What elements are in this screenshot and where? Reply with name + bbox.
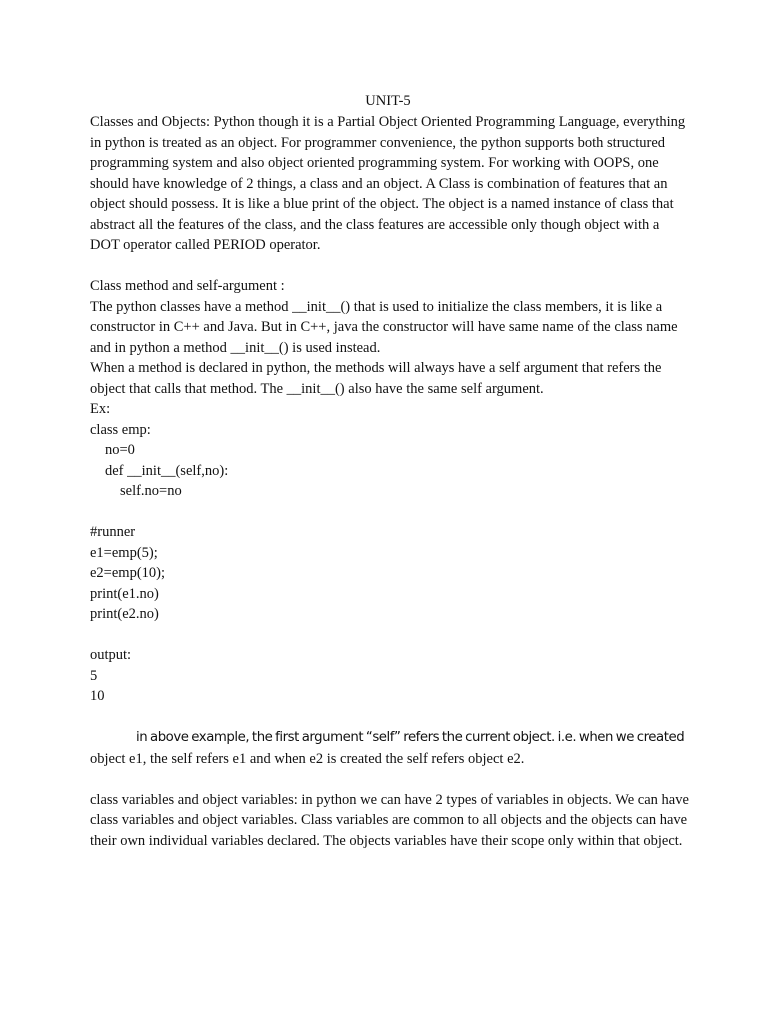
paragraph-spacer <box>90 769 690 790</box>
code-line: self.no=no <box>120 483 182 499</box>
class-variables-paragraph: class variables and object variables: in python we can have 2 types of variables in objects. We can have class variables and object variables. Class variables are common to all objects and the objects can have their own individual variables declared. The objects variables have their scope only within that object. <box>90 791 689 849</box>
class-method-heading: Class method and self-argument : <box>90 278 285 294</box>
code-line: print(e1.no) <box>90 585 159 602</box>
code-line: e1=emp(5); <box>90 544 158 561</box>
example-label: Ex: <box>90 401 111 417</box>
classes-objects-paragraph: Classes and Objects: Python though it is a Partial Object Oriented Programming Language, everything in python is treated as an object. For programmer convenience, the python supports both structured programming system and also object oriented programming system. For working with OOPS, one should have knowledge of 2 things, a class and an object. A Class is combination of features that an object should possess. It is like a blue print of the object. The object is a named instance of class that abstract all the features of the class, and the class features are accessible only though object with a DOT operator called PERIOD operator. <box>90 114 686 253</box>
output-label: output: <box>90 647 132 663</box>
explanation-line-1 <box>90 727 690 749</box>
explanation-text: in above example, the first argument “self” refers the current object. i.e. when we created <box>136 730 685 745</box>
output-block <box>90 645 690 707</box>
self-argument-paragraph: When a method is declared in python, the methods will always have a self argument that refers the object that calls that method. The __init__() also have the same self argument. <box>90 360 662 397</box>
code-class-definition <box>90 420 690 502</box>
paragraph-spacer <box>90 625 690 646</box>
init-method-paragraph: The python classes have a method __init__() that is used to initialize the class members, it is like a constructor in C++ and Java. But in C++, java the constructor will have same name of the class name and in python a method __init__() is used instead. <box>90 298 678 356</box>
paragraph-spacer <box>90 502 690 523</box>
code-line: def __init__(self,no): <box>105 462 229 479</box>
document-body <box>90 112 690 851</box>
code-line: #runner <box>90 524 136 540</box>
paragraph-spacer <box>90 256 690 277</box>
code-line: no=0 <box>105 442 135 458</box>
code-runner <box>90 522 690 625</box>
explanation-line-2: object e1, the self refers e1 and when e2 is created the self refers object e2. <box>90 750 525 767</box>
output-value: 5 <box>90 667 98 684</box>
output-value: 10 <box>90 688 105 704</box>
code-line: print(e2.no) <box>90 606 159 622</box>
code-line: class emp: <box>90 421 151 438</box>
page-title: UNIT-5 <box>365 93 411 109</box>
paragraph-spacer <box>90 707 690 728</box>
code-line: e2=emp(10); <box>90 565 166 581</box>
